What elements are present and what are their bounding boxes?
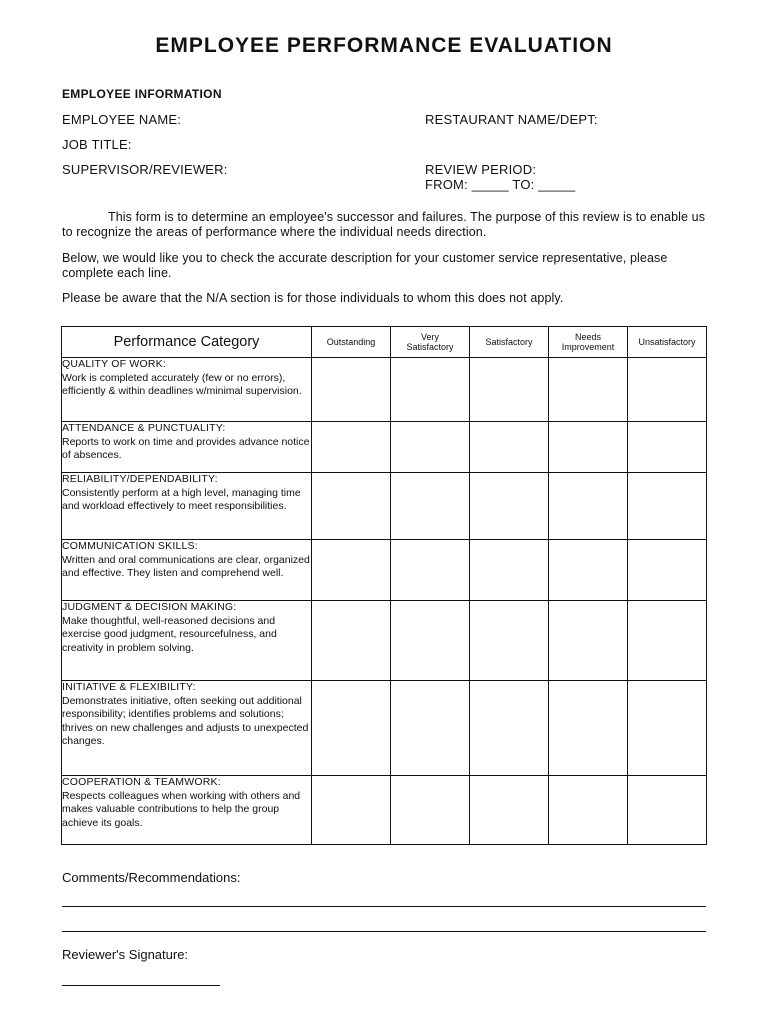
rating-cell-satisfactory[interactable]	[470, 776, 549, 845]
category-name: COMMUNICATION SKILLS:	[62, 540, 198, 552]
rating-cell-needs-improvement[interactable]	[549, 601, 628, 681]
category-cell	[62, 681, 312, 776]
rating-cell-outstanding[interactable]	[312, 681, 391, 776]
category-name: COOPERATION & TEAMWORK:	[62, 776, 221, 788]
rating-cell-unsatisfactory[interactable]	[628, 422, 707, 473]
rating-cell-needs-improvement[interactable]	[549, 473, 628, 540]
category-cell	[62, 473, 312, 540]
rating-cell-very-satisfactory[interactable]	[391, 776, 470, 845]
rating-cell-needs-improvement[interactable]	[549, 540, 628, 601]
column-header-outstanding: Outstanding	[312, 327, 391, 358]
employee-name-label[interactable]: EMPLOYEE NAME:	[62, 112, 182, 127]
column-header-unsatisfactory: Unsatisfactory	[628, 327, 707, 358]
category-cell	[62, 422, 312, 473]
category-description: Written and oral communications are clear, organized and effective. They listen and comprehend well.	[62, 553, 310, 579]
rating-cell-needs-improvement[interactable]	[549, 681, 628, 776]
category-name: ATTENDANCE & PUNCTUALITY:	[62, 422, 226, 434]
category-description: Respects colleagues when working with others and makes valuable contributions to help the group achieve its goals.	[62, 789, 301, 829]
category-name: INITIATIVE & FLEXIBILITY:	[62, 681, 196, 693]
rating-cell-outstanding[interactable]	[312, 473, 391, 540]
rating-cell-needs-improvement[interactable]	[549, 422, 628, 473]
review-period-label: REVIEW PERIOD:	[425, 162, 537, 177]
category-cell	[62, 776, 312, 845]
category-description: Consistently perform at a high level, managing time and workload effectively to meet responsibilities.	[62, 486, 301, 512]
table-row	[62, 601, 707, 681]
category-cell	[62, 601, 312, 681]
rating-cell-satisfactory[interactable]	[470, 358, 549, 422]
category-header: Performance Category	[62, 327, 312, 358]
rating-cell-satisfactory[interactable]	[470, 473, 549, 540]
rating-cell-unsatisfactory[interactable]	[628, 358, 707, 422]
table-row	[62, 540, 707, 601]
category-cell	[62, 540, 312, 601]
supervisor-label[interactable]: SUPERVISOR/REVIEWER:	[62, 162, 228, 177]
category-cell	[62, 358, 312, 422]
table-row	[62, 681, 707, 776]
intro-paragraph-3: Please be aware that the N/A section is for those individuals to whom this does not apply.	[62, 291, 564, 305]
rating-cell-very-satisfactory[interactable]	[391, 473, 470, 540]
rating-cell-satisfactory[interactable]	[470, 601, 549, 681]
rating-cell-outstanding[interactable]	[312, 358, 391, 422]
category-description: Reports to work on time and provides advance notice of absences.	[62, 435, 310, 461]
table-row	[62, 422, 707, 473]
category-name: RELIABILITY/DEPENDABILITY:	[62, 473, 218, 485]
table-row	[62, 358, 707, 422]
job-title-label[interactable]: JOB TITLE:	[62, 137, 132, 152]
rating-cell-very-satisfactory[interactable]	[391, 681, 470, 776]
signature-line[interactable]	[62, 985, 220, 986]
rating-cell-outstanding[interactable]	[312, 601, 391, 681]
category-name: JUDGMENT & DECISION MAKING:	[62, 601, 237, 613]
rating-cell-satisfactory[interactable]	[470, 681, 549, 776]
page-title: EMPLOYEE PERFORMANCE EVALUATION	[155, 34, 613, 57]
intro-paragraph-1: This form is to determine an employee's successor and failures. The purpose of this review is to enable us to recognize the areas of performance where the individual needs direction.	[62, 210, 706, 239]
rating-cell-satisfactory[interactable]	[470, 422, 549, 473]
column-header-needs-improvement: Needs Improvement	[549, 327, 628, 358]
table-row	[62, 776, 707, 845]
table-row	[62, 473, 707, 540]
restaurant-dept-label[interactable]: RESTAURANT NAME/DEPT:	[425, 112, 598, 127]
rating-cell-unsatisfactory[interactable]	[628, 681, 707, 776]
rating-cell-outstanding[interactable]	[312, 540, 391, 601]
rating-cell-satisfactory[interactable]	[470, 540, 549, 601]
category-description: Work is completed accurately (few or no errors), efficiently & within deadlines w/minimal supervision.	[62, 371, 302, 397]
rating-cell-outstanding[interactable]	[312, 776, 391, 845]
rating-cell-very-satisfactory[interactable]	[391, 422, 470, 473]
intro-paragraph-2: Below, we would like you to check the accurate description for your customer service representative, please complete each line.	[62, 251, 668, 280]
comments-line-1[interactable]	[62, 906, 706, 907]
category-name: QUALITY OF WORK:	[62, 358, 166, 370]
rating-cell-very-satisfactory[interactable]	[391, 540, 470, 601]
comments-label: Comments/Recommendations:	[62, 870, 241, 885]
category-description: Make thoughtful, well-reasoned decisions and exercise good judgment, resourcefulness, and creativity in problem solving.	[62, 614, 277, 654]
rating-cell-needs-improvement[interactable]	[549, 358, 628, 422]
review-period-dates[interactable]: FROM: _____ TO: _____	[425, 177, 576, 192]
rating-cell-unsatisfactory[interactable]	[628, 776, 707, 845]
table-header-row	[62, 327, 707, 358]
rating-cell-outstanding[interactable]	[312, 422, 391, 473]
rating-cell-very-satisfactory[interactable]	[391, 358, 470, 422]
signature-label: Reviewer's Signature:	[62, 947, 189, 962]
employee-info-heading: EMPLOYEE INFORMATION	[62, 87, 222, 101]
rating-cell-needs-improvement[interactable]	[549, 776, 628, 845]
performance-table	[61, 326, 707, 845]
column-header-very-satisfactory: Very Satisfactory	[391, 327, 470, 358]
rating-cell-unsatisfactory[interactable]	[628, 473, 707, 540]
rating-cell-unsatisfactory[interactable]	[628, 601, 707, 681]
rating-cell-unsatisfactory[interactable]	[628, 540, 707, 601]
rating-cell-very-satisfactory[interactable]	[391, 601, 470, 681]
category-description: Demonstrates initiative, often seeking out additional responsibility; identifies problems and solutions; thrives on new challenges and adjusts to unexpected changes.	[62, 694, 309, 747]
column-header-satisfactory: Satisfactory	[470, 327, 549, 358]
comments-line-2[interactable]	[62, 931, 706, 932]
